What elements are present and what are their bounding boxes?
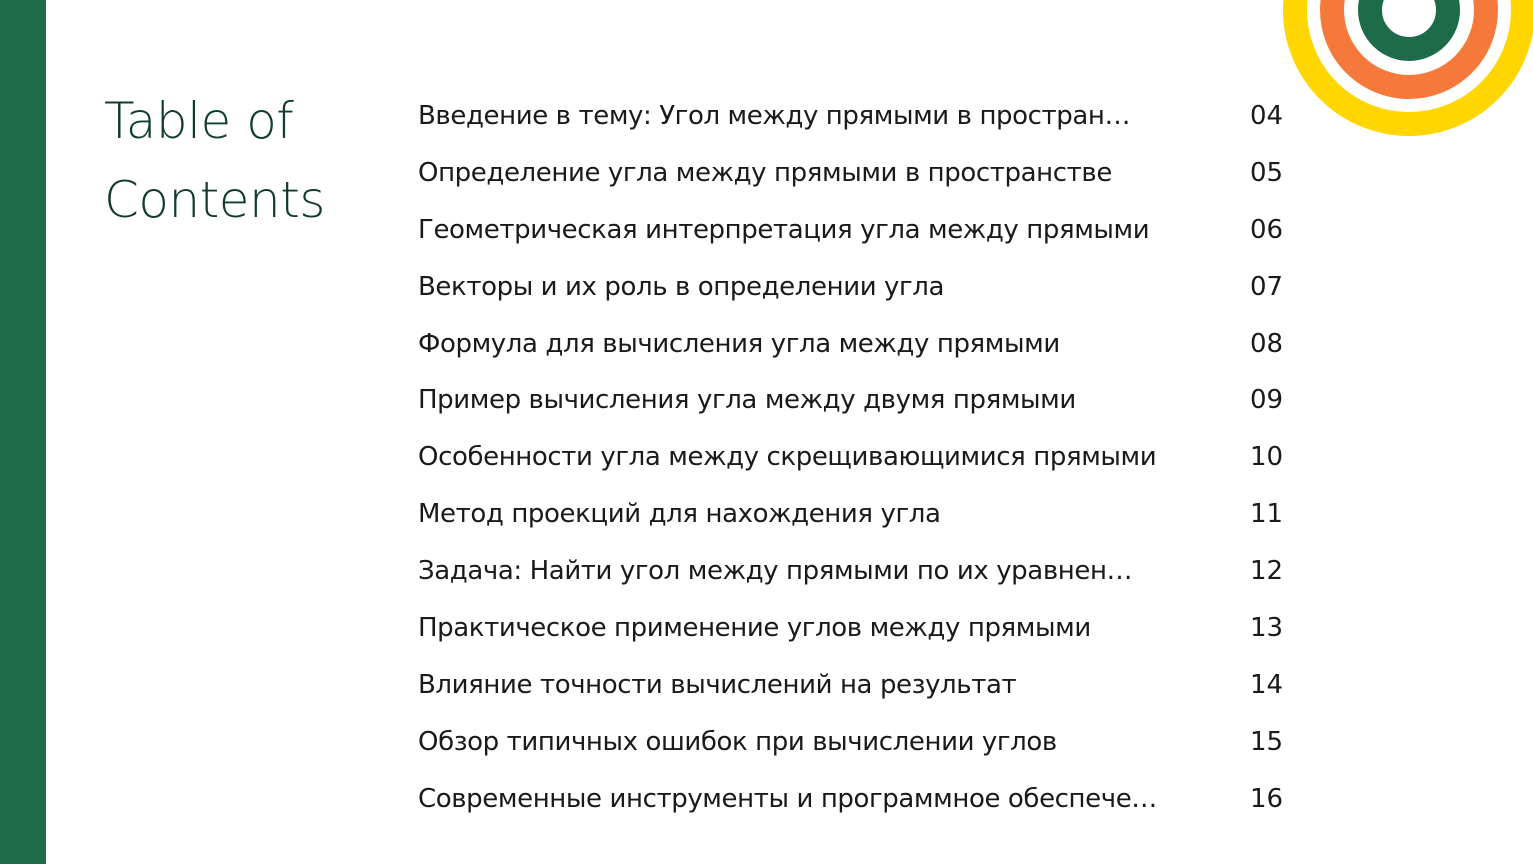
toc-item-page: 12 xyxy=(1250,556,1284,587)
toc-item-page: 05 xyxy=(1250,157,1284,188)
toc-item-label: Формула для вычисления угла между прямыми xyxy=(418,328,1060,359)
toc-item[interactable] xyxy=(418,145,1288,202)
side-accent-bar xyxy=(0,0,46,864)
toc-item-label: Практическое применение углов между прямыми xyxy=(418,613,1091,644)
toc-item-label: Метод проекций для нахождения угла xyxy=(418,499,941,530)
toc-item-label: Влияние точности вычислений на результат xyxy=(418,669,1017,700)
toc-item-page: 08 xyxy=(1250,328,1284,359)
toc-item-label: Пример вычисления угла между двумя прямыми xyxy=(418,385,1076,416)
toc-item[interactable] xyxy=(418,88,1288,145)
page-title xyxy=(104,82,364,240)
toc-item-label: Задача: Найти угол между прямыми по их уравнен… xyxy=(418,556,1133,587)
toc-list xyxy=(418,88,1288,828)
toc-item[interactable] xyxy=(418,600,1288,657)
toc-item-page: 04 xyxy=(1250,101,1284,131)
toc-item-page: 15 xyxy=(1250,726,1284,757)
toc-item[interactable] xyxy=(418,771,1288,828)
ring-inner xyxy=(1370,0,1448,49)
toc-item-page: 09 xyxy=(1250,385,1284,416)
toc-item-label: Определение угла между прямыми в пространстве xyxy=(418,157,1112,188)
toc-item-label: Векторы и их роль в определении угла xyxy=(418,271,945,302)
toc-item-label: Особенности угла между скрещивающимися прямыми xyxy=(418,442,1157,473)
toc-item[interactable] xyxy=(418,429,1288,486)
toc-item-page: 10 xyxy=(1250,442,1284,473)
toc-item-page: 14 xyxy=(1250,669,1284,700)
toc-item-label: Геометрическая интерпретация угла между прямыми xyxy=(418,214,1150,245)
concentric-rings-decoration xyxy=(1279,0,1533,140)
toc-item-page: 11 xyxy=(1250,499,1284,530)
toc-item[interactable] xyxy=(418,202,1288,259)
toc-item[interactable] xyxy=(418,714,1288,771)
title-line-1: Table of xyxy=(104,92,294,150)
toc-item[interactable] xyxy=(418,316,1288,373)
toc-item[interactable] xyxy=(418,259,1288,316)
toc-item[interactable] xyxy=(418,372,1288,429)
toc-item-label: Обзор типичных ошибок при вычислении углов xyxy=(418,726,1057,757)
title-line-2: Contents xyxy=(104,171,325,229)
toc-item-page: 07 xyxy=(1250,271,1284,302)
toc-item-page: 13 xyxy=(1250,613,1284,644)
toc-item-page: 06 xyxy=(1250,214,1284,245)
toc-item[interactable] xyxy=(418,543,1288,600)
toc-item[interactable] xyxy=(418,657,1288,714)
toc-item[interactable] xyxy=(418,486,1288,543)
toc-item-label: Введение в тему: Угол между прямыми в простран… xyxy=(418,101,1131,131)
toc-item-page: 16 xyxy=(1250,783,1284,814)
toc-item-label: Современные инструменты и программное обеспече… xyxy=(418,783,1157,814)
